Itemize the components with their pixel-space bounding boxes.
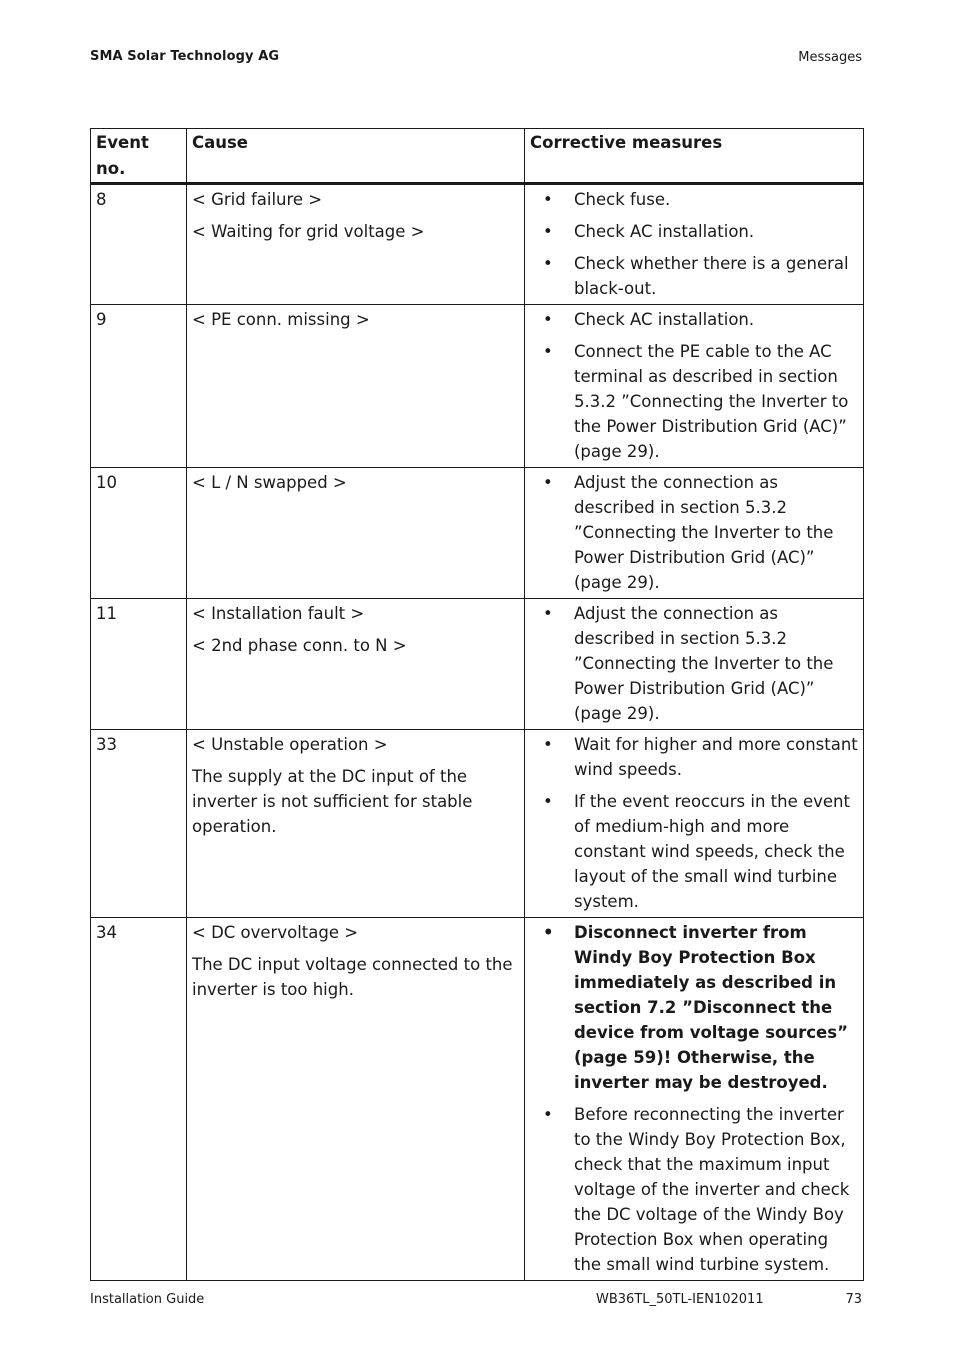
table-row	[91, 468, 864, 599]
measures-cell	[525, 184, 864, 305]
measure-item-warning: • Disconnect inverter from Windy Boy Protection Box immediately as described in section 7.2 ”Disconnect the device from voltage sources” (page 59)! Otherwise, the inverter may be destroyed.	[530, 920, 858, 1095]
event-number: 11	[91, 599, 187, 730]
cause-text: < Waiting for grid voltage >	[192, 222, 425, 241]
measure-item: • If the event reoccurs in the event of medium-high and more constant wind speeds, check the layout of the small wind turbine system.	[530, 789, 858, 914]
footer-page-number: 73	[845, 1292, 862, 1307]
cause-text: < 2nd phase conn. to N >	[192, 636, 407, 655]
measures-cell	[525, 305, 864, 468]
measures-list	[530, 470, 858, 595]
measure-item: • Connect the PE cable to the AC terminal as described in section 5.3.2 ”Connecting the Inverter to the Power Distribution Grid (AC)” (page 29).	[530, 339, 858, 464]
column-header-measures: Corrective measures	[525, 129, 864, 184]
measure-item: • Wait for higher and more constant wind speeds.	[530, 732, 858, 782]
cause-cell	[187, 468, 525, 599]
header-company: SMA Solar Technology AG	[90, 49, 280, 64]
measure-item: • Check fuse.	[530, 187, 858, 212]
measures-list	[530, 307, 858, 464]
measure-item: • Before reconnecting the inverter to the Windy Boy Protection Box, check that the maximum input voltage of the inverter and check the DC voltage of the Windy Boy Protection Box when operating the small wind turbine system.	[530, 1102, 858, 1277]
cause-text: < Installation fault >	[192, 604, 365, 623]
cause-cell	[187, 305, 525, 468]
cause-text: < Unstable operation >	[192, 735, 388, 754]
events-table	[90, 128, 864, 1281]
table-row	[91, 599, 864, 730]
table-row	[91, 918, 864, 1281]
measures-list	[530, 732, 858, 914]
table-row	[91, 184, 864, 305]
measures-cell	[525, 468, 864, 599]
table-row	[91, 305, 864, 468]
cause-cell	[187, 184, 525, 305]
event-number: 34	[91, 918, 187, 1281]
event-number: 10	[91, 468, 187, 599]
column-header-event: Event no.	[91, 129, 187, 184]
measures-list	[530, 601, 858, 726]
cause-cell	[187, 730, 525, 918]
cause-text: The supply at the DC input of the inverter is not sufficient for stable operation.	[192, 767, 473, 836]
event-number: 33	[91, 730, 187, 918]
header-section: Messages	[798, 50, 862, 65]
measures-cell	[525, 918, 864, 1281]
table-row	[91, 730, 864, 918]
measures-cell	[525, 599, 864, 730]
cause-cell	[187, 599, 525, 730]
event-number: 8	[91, 184, 187, 305]
measures-list	[530, 920, 858, 1277]
cause-text: < Grid failure >	[192, 190, 323, 209]
measures-cell	[525, 730, 864, 918]
measure-item: • Adjust the connection as described in section 5.3.2 ”Connecting the Inverter to the Power Distribution Grid (AC)” (page 29).	[530, 470, 858, 595]
cause-text: < L / N swapped >	[192, 473, 347, 492]
cause-text: < PE conn. missing >	[192, 310, 370, 329]
cause-text: < DC overvoltage >	[192, 923, 359, 942]
table-header-row	[91, 129, 864, 184]
cause-text: The DC input voltage connected to the inverter is too high.	[192, 955, 513, 999]
event-number: 9	[91, 305, 187, 468]
measure-item: • Check whether there is a general black-out.	[530, 251, 858, 301]
footer-doc-code: WB36TL_50TL-IEN102011	[596, 1292, 764, 1307]
measure-item: • Adjust the connection as described in section 5.3.2 ”Connecting the Inverter to the Power Distribution Grid (AC)” (page 29).	[530, 601, 858, 726]
measure-item: • Check AC installation.	[530, 307, 858, 332]
column-header-cause: Cause	[187, 129, 525, 184]
footer-doc-title: Installation Guide	[90, 1292, 205, 1307]
measure-item: • Check AC installation.	[530, 219, 858, 244]
cause-cell	[187, 918, 525, 1281]
measures-list	[530, 187, 858, 301]
